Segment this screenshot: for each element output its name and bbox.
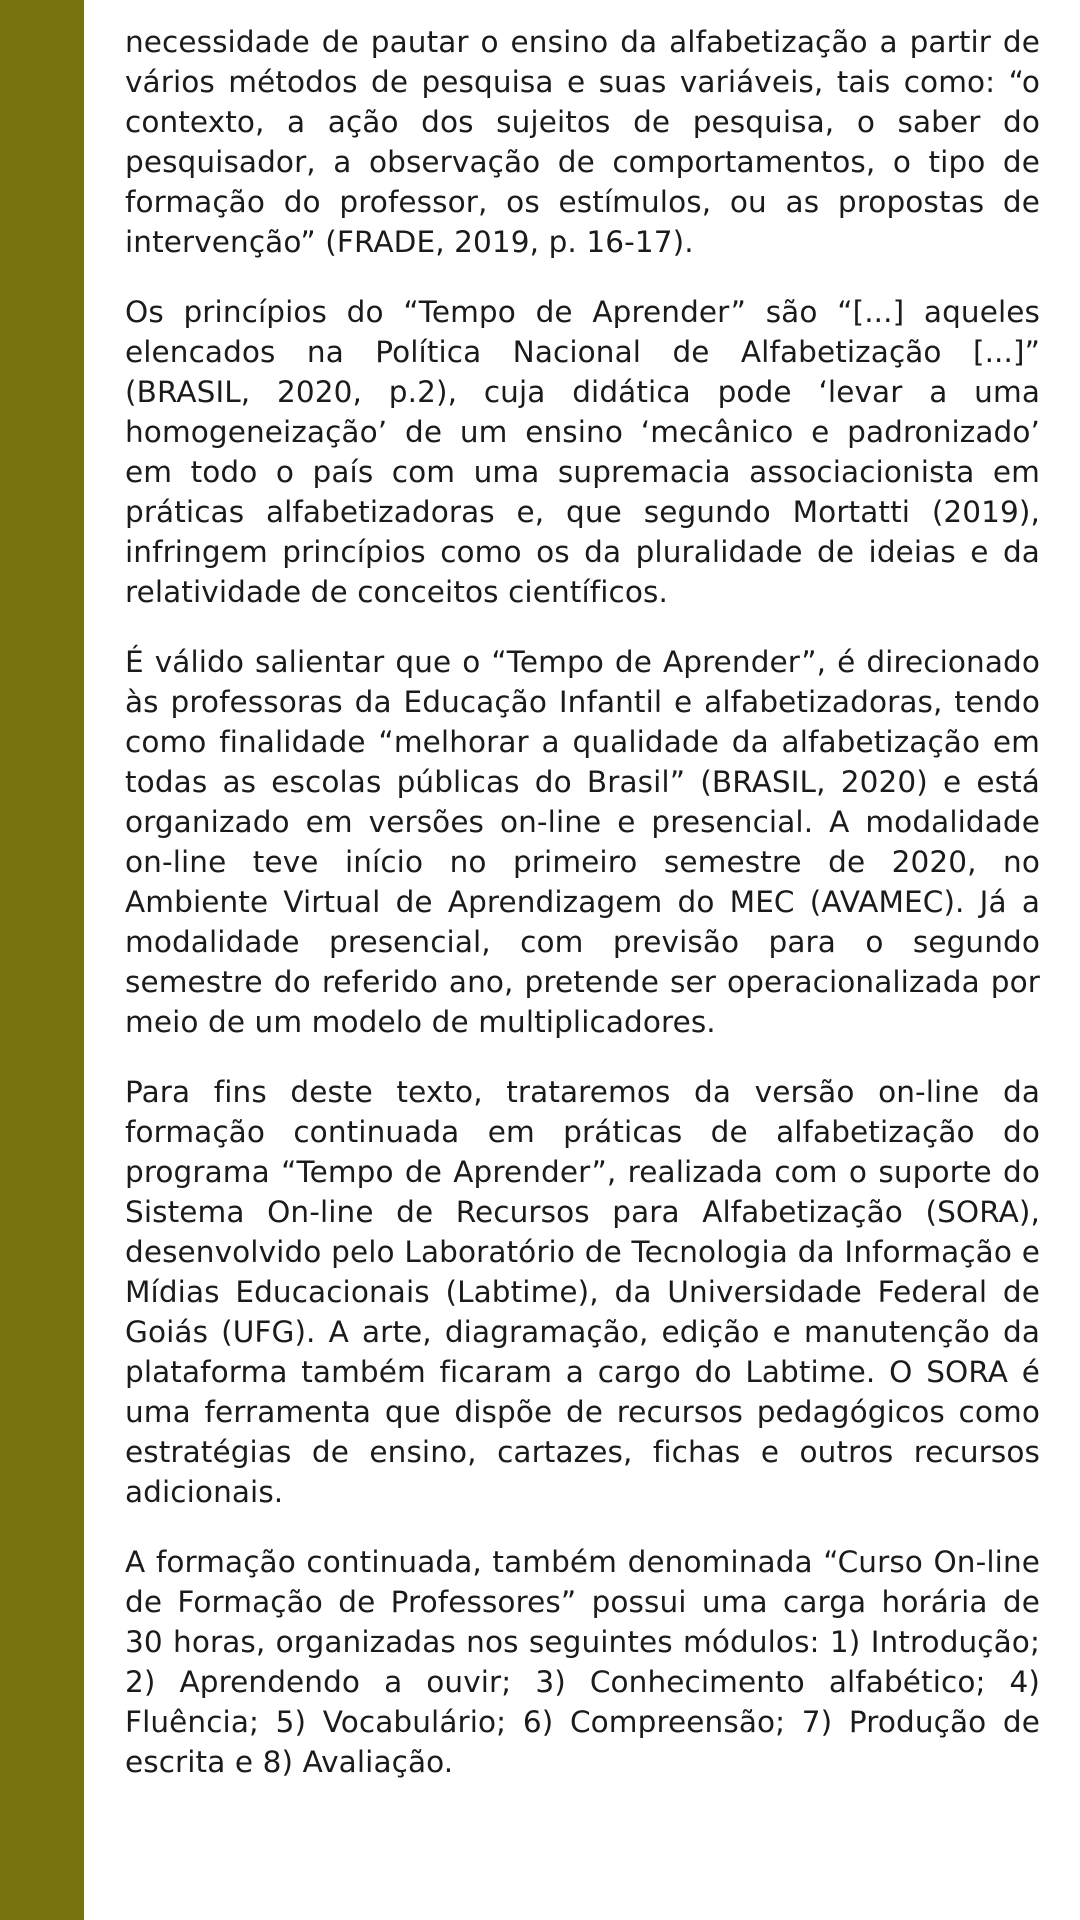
- paragraph-1: necessidade de pautar o ensino da alfabetização a partir de vários métodos de pesquisa e suas variáveis, tais como: “o contexto, a ação dos sujeitos de pesquisa, o saber do pesquisador, a observação de comportamentos, o tipo de formação do professor, os estímulos, ou as propostas de intervenção” (FRADE, 2019, p. 16-17).: [125, 25, 1040, 259]
- body-text: [125, 22, 1040, 1812]
- paragraph-5: A formação continuada, também denominada “Curso On-line de Formação de Professores” possui uma carga horária de 30 horas, organizadas nos seguintes módulos: 1) Introdução; 2) Aprendendo a ouvir; 3) Conhecimento alfabético; 4) Fluência; 5) Vocabulário; 6) Compreensão; 7) Produção de escrita e 8) Avaliação.: [125, 1545, 1040, 1779]
- paragraph-3: É válido salientar que o “Tempo de Aprender”, é direcionado às professoras da Educação Infantil e alfabetizadoras, tendo como finalidade “melhorar a qualidade da alfabetização em todas as escolas públicas do Brasil” (BRASIL, 2020) e está organizado em versões on-line e presencial. A modalidade on-line teve início no primeiro semestre de 2020, no Ambiente Virtual de Aprendizagem do MEC (AVAMEC). Já a modalidade presencial, com previsão para o segundo semestre do referido ano, pretende ser operacionalizada por meio de um modelo de multiplicadores.: [125, 645, 1040, 1039]
- sidebar-stripe: [0, 0, 84, 1920]
- paragraph-2: Os princípios do “Tempo de Aprender” são “[...] aqueles elencados na Política Nacional de Alfabetização [...]” (BRASIL, 2020, p.2), cuja didática pode ‘levar a uma homogeneização’ de um ensino ‘mecânico e padronizado’ em todo o país com uma supremacia associacionista em práticas alfabetizadoras e, que segundo Mortatti (2019), infringem princípios como os da pluralidade de ideias e da relatividade de conceitos científicos.: [125, 295, 1040, 609]
- paragraph-4: Para fins deste texto, trataremos da versão on-line da formação continuada em práticas de alfabetização do programa “Tempo de Aprender”, realizada com o suporte do Sistema On-line de Recursos para Alfabetização (SORA), desenvolvido pelo Laboratório de Tecnologia da Informação e Mídias Educacionais (Labtime), da Universidade Federal de Goiás (UFG). A arte, diagramação, edição e manutenção da plataforma também ficaram a cargo do Labtime. O SORA é uma ferramenta que dispõe de recursos pedagógicos como estratégias de ensino, cartazes, fichas e outros recursos adicionais.: [125, 1075, 1040, 1509]
